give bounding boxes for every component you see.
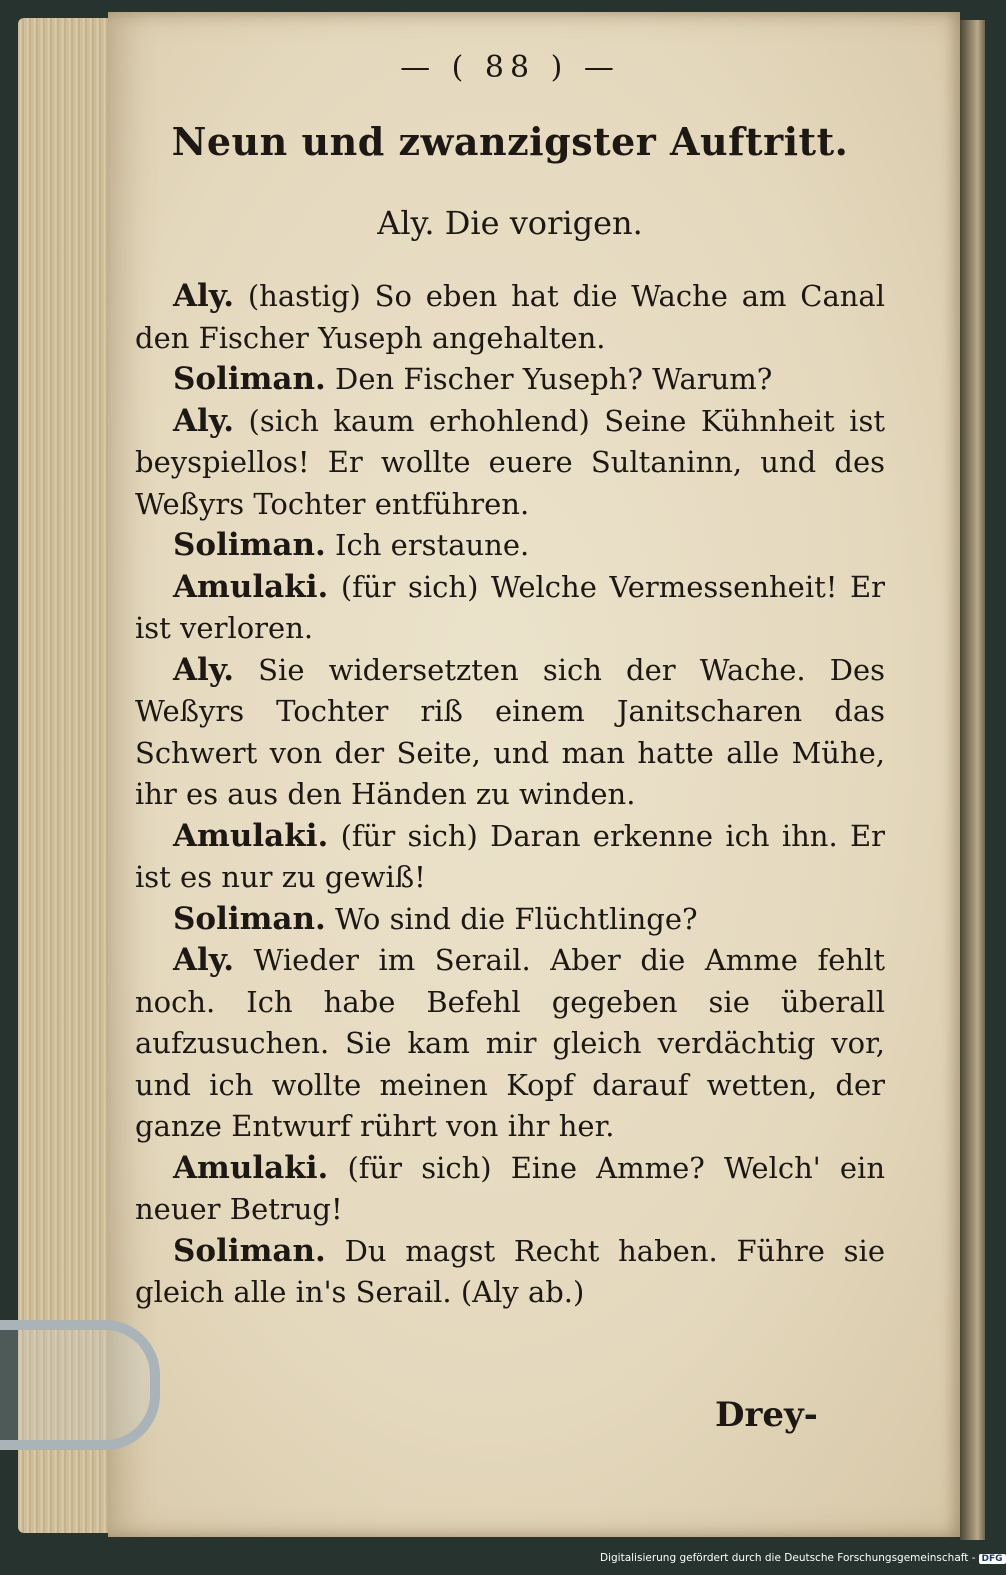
dialogue-text: (für sich) Welche Vermessenheit! Er ist verloren. <box>135 569 885 645</box>
speaker-name: Aly. <box>173 278 235 314</box>
speaker-name: Soliman. <box>173 361 326 397</box>
cast-list: Aly. Die vorigen. <box>377 204 643 242</box>
dialogue-text: Den Fischer Yuseph? Warum? <box>325 362 773 396</box>
dialogue-line <box>135 359 885 401</box>
dialogue-text: Ich erstaune. <box>325 528 530 562</box>
speaker-name: Soliman. <box>173 527 326 563</box>
speaker-name: Amulaki. <box>173 817 329 854</box>
page-edges <box>18 18 113 1533</box>
footer-text: Digitalisierung gefördert durch die Deutsche Forschungsgemeinschaft - <box>600 1552 976 1564</box>
catchword: Drey- <box>715 1395 818 1435</box>
dialogue-line <box>135 650 885 816</box>
digitization-footer <box>600 1552 1006 1564</box>
dialogue-text: (sich kaum erhohlend) Seine Kühnheit ist beyspiellos! Er wollte euere Sultaninn, und des Weßyrs Tochter entführen. <box>135 403 885 521</box>
speaker-name: Aly. <box>173 942 235 978</box>
dfg-logo: DFG <box>979 1554 1006 1564</box>
dialogue-line <box>135 276 885 359</box>
dialogue-text: (für sich) Eine Amme? Welch' ein neuer Betrug! <box>135 1150 885 1226</box>
dialogue-text: (hastig) So eben hat die Wache am Canal den Fischer Yuseph angehalten. <box>135 279 885 355</box>
speaker-name: Aly. <box>173 402 235 439</box>
dialogue-text: (für sich) Daran erkenne ich ihn. Er ist es nur zu gewiß! <box>135 818 885 894</box>
speaker-name: Soliman. <box>173 900 326 937</box>
dialogue-text: Sie widersetzten sich der Wache. Des Weßyrs Tochter riß einem Janitscharen das Schwert von der Seite, und man hatte alle Mühe, ihr es aus den Händen zu winden. <box>135 652 885 811</box>
dialogue-line <box>135 525 885 567</box>
dialogue-line <box>135 1231 885 1314</box>
book-spine-edge <box>960 20 985 1540</box>
dialogue-line <box>135 567 885 650</box>
dialogue-line <box>135 1148 885 1231</box>
dialogue-text: Wo sind die Flüchtlinge? <box>325 901 698 936</box>
speaker-name: Amulaki. <box>173 568 329 605</box>
dialogue-line <box>135 816 885 899</box>
speaker-name: Amulaki. <box>173 1149 329 1186</box>
scene-title: Neun und zwanzigster Auftritt. <box>171 119 849 164</box>
page-text <box>135 50 885 1314</box>
dialogue-text: Du magst Recht haben. Führe sie gleich alle in's Serail. (Aly ab.) <box>135 1233 885 1309</box>
dialogue-line <box>135 940 885 1148</box>
speaker-name: Soliman. <box>173 1232 326 1269</box>
speaker-name: Aly. <box>173 651 235 688</box>
dialogue-line <box>135 899 885 941</box>
page-number: — ( 88 ) — <box>400 50 620 85</box>
page-clip <box>0 1320 160 1450</box>
dialogue-line <box>135 401 885 526</box>
dialogue-text: Wieder im Serail. Aber die Amme fehlt noch. Ich habe Befehl gegeben sie überall aufzusuchen. Sie kam mir gleich verdächtig vor, und ich wollte meinen Kopf darauf wetten, der ganze Entwurf rührt von ihr her. <box>135 943 885 1143</box>
